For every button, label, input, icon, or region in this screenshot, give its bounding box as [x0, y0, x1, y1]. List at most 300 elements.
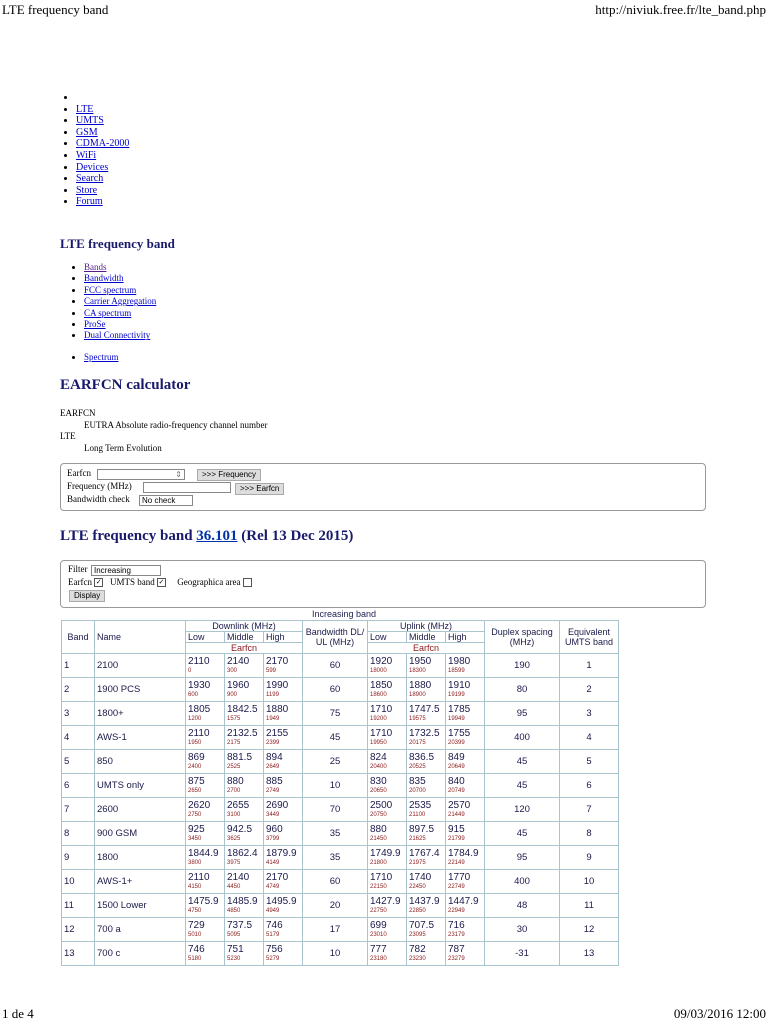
dl-low-cell — [186, 702, 225, 726]
freq-value: 1980 — [448, 655, 471, 667]
band-number-cell: 7 — [62, 798, 95, 822]
dl-low-cell — [186, 822, 225, 846]
earfcn-value: 19950 — [370, 739, 387, 746]
ul-low-cell — [368, 894, 407, 918]
bandwidth-cell: 25 — [303, 750, 368, 774]
nav-item-forum[interactable] — [76, 196, 129, 208]
dl-low-cell — [186, 846, 225, 870]
freq-value: 1862.4 — [227, 847, 258, 859]
section-links — [72, 262, 156, 342]
freq-value: 1475.9 — [188, 895, 219, 907]
freq-value: 1850 — [370, 679, 393, 691]
band-name-cell: 2600 — [95, 798, 186, 822]
nav-item-devices[interactable] — [76, 162, 129, 174]
link-ca[interactable] — [84, 296, 156, 307]
table-row — [62, 798, 619, 822]
ca-spectrum-link[interactable]: CA spectrum — [84, 307, 132, 318]
earfcn-value: 3625 — [227, 835, 241, 842]
band-number-cell: 6 — [62, 774, 95, 798]
section-links-2 — [72, 352, 119, 362]
band-number-cell: 3 — [62, 702, 95, 726]
nav-link[interactable]: Store — [76, 184, 98, 196]
earfcn-value: 3450 — [188, 835, 202, 842]
earfcn-value: 21975 — [409, 859, 426, 866]
earfcn-label: Earfcn — [67, 468, 91, 478]
nav-item-lte[interactable] — [76, 104, 129, 116]
dl-middle-cell — [225, 678, 264, 702]
ul-middle-cell — [407, 894, 446, 918]
col-ul-low: Low — [368, 632, 407, 643]
earfcn-value: 23179 — [448, 931, 465, 938]
ul-high-cell — [446, 894, 485, 918]
bandwidth-cell: 70 — [303, 798, 368, 822]
ul-low-cell — [368, 750, 407, 774]
band-table — [61, 620, 619, 966]
ul-middle-cell — [407, 654, 446, 678]
col-duplex: Duplex spacing (MHz) — [485, 621, 560, 654]
earfcn-value: 5179 — [266, 931, 280, 938]
main-nav — [62, 92, 129, 208]
col-bandwidth: Bandwidth DL/ UL (MHz) — [303, 621, 368, 654]
earfcn-value: 23180 — [370, 955, 387, 962]
freq-value: 2170 — [266, 655, 289, 667]
band-name-cell: 850 — [95, 750, 186, 774]
nav-item-wifi[interactable] — [76, 150, 129, 162]
bandwidth-cell: 17 — [303, 918, 368, 942]
bandwidth-link[interactable]: Bandwidth — [84, 273, 124, 284]
dl-high-cell — [264, 870, 303, 894]
freq-value: 2132.5 — [227, 727, 258, 739]
band-number-cell: 8 — [62, 822, 95, 846]
spinner-icon[interactable]: ⇕ — [175, 470, 182, 479]
earfcn-button[interactable]: >>> Earfcn — [235, 483, 284, 495]
earfcn-value: 20749 — [448, 787, 465, 794]
freq-value: 1747.5 — [409, 703, 440, 715]
nav-link[interactable]: Forum — [76, 196, 103, 208]
table-row — [62, 894, 619, 918]
freq-value: 869 — [188, 751, 205, 763]
band-name-cell: 1500 Lower — [95, 894, 186, 918]
earfcn-value: 4149 — [266, 859, 280, 866]
freq-value: 2110 — [188, 655, 210, 667]
link-fcc[interactable] — [84, 285, 156, 296]
ul-low-cell — [368, 942, 407, 966]
freq-value: 746 — [188, 943, 205, 955]
earfcn-value: 5279 — [266, 955, 280, 962]
earfcn-value: 18600 — [370, 691, 387, 698]
earfcn-calculator — [60, 463, 706, 511]
ul-high-cell — [446, 918, 485, 942]
ul-middle-cell — [407, 750, 446, 774]
pdf-header-url: http://niviuk.free.fr/lte_band.php — [595, 2, 766, 17]
col-dl-middle: Middle — [225, 632, 264, 643]
freq-value: 1710 — [370, 871, 393, 883]
col-dl-high: High — [264, 632, 303, 643]
bandwidth-cell: 45 — [303, 726, 368, 750]
earfcn-value: 22149 — [448, 859, 465, 866]
band-title — [60, 528, 353, 545]
earfcn-value: 4150 — [188, 883, 202, 890]
bandwidth-cell: 20 — [303, 894, 368, 918]
ul-middle-cell — [407, 918, 446, 942]
ul-middle-cell — [407, 798, 446, 822]
band-number-cell: 9 — [62, 846, 95, 870]
dl-high-cell — [264, 822, 303, 846]
dl-high-cell — [264, 654, 303, 678]
ul-low-cell — [368, 726, 407, 750]
nav-link[interactable]: LTE — [76, 103, 94, 115]
earfcn-value: 19575 — [409, 715, 426, 722]
freq-value: 746 — [266, 919, 283, 931]
band-number-cell: 13 — [62, 942, 95, 966]
dl-middle-cell — [225, 654, 264, 678]
umts-check-label: UMTS band — [109, 577, 155, 587]
ul-middle-cell — [407, 702, 446, 726]
freq-value: 960 — [266, 823, 283, 835]
earfcn-value: 2700 — [227, 787, 241, 794]
bandwidth-cell: 10 — [303, 942, 368, 966]
table-row — [62, 654, 619, 678]
freq-value: 1749.9 — [370, 847, 401, 859]
section-title: LTE frequency band — [60, 236, 175, 251]
table-row — [62, 774, 619, 798]
earfcn-value: 20525 — [409, 763, 426, 770]
freq-value: 894 — [266, 751, 283, 763]
umts-cell: 1 — [560, 654, 619, 678]
earfcn-value: 22150 — [370, 883, 387, 890]
umts-cell: 6 — [560, 774, 619, 798]
earfcn-value: 21799 — [448, 835, 465, 842]
link-ca-spectrum[interactable] — [84, 308, 156, 319]
geo-check-label: Geographica area — [177, 577, 241, 587]
earfcn-value: 18599 — [448, 667, 465, 674]
filter-checks — [68, 577, 252, 587]
earfcn-value: 23279 — [448, 955, 465, 962]
ul-low-cell — [368, 822, 407, 846]
pdf-footer-datetime: 09/03/2016 12:00 — [673, 1006, 766, 1021]
umts-cell: 3 — [560, 702, 619, 726]
freq-value: 2500 — [370, 799, 393, 811]
bandwidth-cell: 35 — [303, 846, 368, 870]
umts-checkbox[interactable]: ✓ — [158, 578, 165, 587]
earfcn-value: 2750 — [188, 811, 202, 818]
earfcn-value: 2400 — [188, 763, 202, 770]
earfcn-value: 3975 — [227, 859, 241, 866]
ul-high-cell — [446, 774, 485, 798]
ul-high-cell — [446, 726, 485, 750]
earfcn-value: 599 — [266, 667, 277, 674]
ul-low-cell — [368, 678, 407, 702]
earfcn-value: 5180 — [188, 955, 202, 962]
freq-value: 1880 — [409, 679, 432, 691]
earfcn-value: 5095 — [227, 931, 241, 938]
dl-middle-cell — [225, 918, 264, 942]
earfcn-value: 19199 — [448, 691, 465, 698]
col-dl-earfcn: Earfcn — [186, 643, 303, 654]
freq-value: 824 — [370, 751, 387, 763]
band-name-cell: 1800+ — [95, 702, 186, 726]
duplex-cell: 120 — [485, 798, 560, 822]
earfcn-value: 22450 — [409, 883, 426, 890]
freq-value: 881.5 — [227, 751, 253, 763]
freq-value: 880 — [227, 775, 244, 787]
earfcn-value: 22850 — [409, 907, 426, 914]
earfcn-value: 21100 — [409, 811, 426, 818]
ul-low-cell — [368, 918, 407, 942]
duplex-cell: 80 — [485, 678, 560, 702]
freq-value: 699 — [370, 919, 387, 931]
freq-value: 1960 — [227, 679, 250, 691]
link-bandwidth[interactable] — [84, 273, 156, 284]
nav-link[interactable]: Search — [76, 173, 104, 185]
earfcn-input[interactable] — [97, 469, 185, 480]
earfcn-value: 21450 — [370, 835, 387, 842]
bandwidth-cell: 60 — [303, 678, 368, 702]
freq-value: 782 — [409, 943, 426, 955]
earfcn-value: 18300 — [409, 667, 426, 674]
freq-value: 1879.9 — [266, 847, 297, 859]
dl-middle-cell — [225, 750, 264, 774]
earfcn-checkbox[interactable]: ✓ — [95, 578, 102, 587]
earfcn-value: 900 — [227, 691, 238, 698]
dl-low-cell — [186, 726, 225, 750]
band-title-prefix: LTE frequency band — [60, 528, 193, 544]
freq-value: 1910 — [448, 679, 471, 691]
freq-value: 1710 — [370, 727, 393, 739]
dl-high-cell — [264, 942, 303, 966]
col-ul-high: High — [446, 632, 485, 643]
col-ul-middle: Middle — [407, 632, 446, 643]
ul-low-cell — [368, 654, 407, 678]
table-row — [62, 870, 619, 894]
freq-value: 1990 — [266, 679, 289, 691]
geo-checkbox[interactable] — [243, 578, 252, 587]
carrier-aggregation-link[interactable]: Carrier Aggregation — [84, 296, 157, 307]
nav-link[interactable]: WiFi — [76, 149, 97, 161]
band-name-cell: 700 a — [95, 918, 186, 942]
earfcn-value: 20650 — [370, 787, 387, 794]
freq-value: 2690 — [266, 799, 289, 811]
dl-low-cell — [186, 678, 225, 702]
freq-value: 716 — [448, 919, 465, 931]
nav-item-umts[interactable] — [76, 115, 129, 127]
dual-connectivity-link[interactable]: Dual Connectivity — [84, 330, 151, 341]
earfcn-value: 3449 — [266, 811, 280, 818]
dl-high-cell — [264, 750, 303, 774]
definitions — [60, 408, 267, 454]
dl-high-cell — [264, 702, 303, 726]
table-row — [62, 726, 619, 750]
pdf-header-title: LTE frequency band — [2, 2, 109, 17]
spectrum-link[interactable]: Spectrum — [84, 352, 119, 362]
freq-value: 1844.9 — [188, 847, 219, 859]
nav-item-gsm[interactable] — [76, 127, 129, 139]
dl-low-cell — [186, 750, 225, 774]
dl-middle-cell — [225, 942, 264, 966]
ul-high-cell — [446, 822, 485, 846]
ul-high-cell — [446, 654, 485, 678]
earfcn-value: 1949 — [266, 715, 280, 722]
bandwidth-cell: 60 — [303, 654, 368, 678]
band-number-cell: 2 — [62, 678, 95, 702]
nav-item-empty — [76, 92, 129, 104]
duplex-cell: 190 — [485, 654, 560, 678]
prose-link[interactable]: ProSe — [84, 319, 106, 330]
freq-value: 729 — [188, 919, 205, 931]
dl-middle-cell — [225, 798, 264, 822]
freq-value: 942.5 — [227, 823, 253, 835]
table-row — [62, 846, 619, 870]
duplex-cell: 48 — [485, 894, 560, 918]
dl-high-cell — [264, 846, 303, 870]
freq-value: 2140 — [227, 655, 250, 667]
freq-value: 1950 — [409, 655, 432, 667]
frequency-label: Frequency (MHz) — [67, 481, 132, 491]
band-name-cell: 900 GSM — [95, 822, 186, 846]
ul-low-cell — [368, 798, 407, 822]
filter-label: Filter — [68, 564, 88, 574]
band-title-suffix: (Rel 13 Dec 2015) — [241, 528, 354, 544]
bandwidth-cell: 75 — [303, 702, 368, 726]
bandwidth-cell: 35 — [303, 822, 368, 846]
earfcn-value: 4949 — [266, 907, 280, 914]
col-name: Name — [95, 621, 186, 654]
bandwidth-check-select[interactable]: No check — [139, 495, 193, 506]
earfcn-value: 1200 — [188, 715, 202, 722]
duplex-cell: 95 — [485, 846, 560, 870]
ul-middle-cell — [407, 942, 446, 966]
earfcn-value: 3799 — [266, 835, 280, 842]
earfcn-value: 2649 — [266, 763, 280, 770]
filter-select[interactable]: Increasing — [91, 565, 161, 576]
nav-item-search[interactable] — [76, 173, 129, 185]
umts-cell: 8 — [560, 822, 619, 846]
earfcn-value: 4749 — [266, 883, 280, 890]
fcc-spectrum-link[interactable]: FCC spectrum — [84, 284, 137, 295]
freq-value: 1437.9 — [409, 895, 440, 907]
freq-value: 2155 — [266, 727, 289, 739]
col-ul-earfcn: Earfcn — [368, 643, 485, 654]
freq-value: 1930 — [188, 679, 211, 691]
freq-value: 1732.5 — [409, 727, 440, 739]
display-button[interactable]: Display — [69, 590, 105, 602]
frequency-button[interactable]: >>> Frequency — [197, 469, 261, 481]
band-name-cell: AWS-1+ — [95, 870, 186, 894]
duplex-cell: -31 — [485, 942, 560, 966]
freq-value: 925 — [188, 823, 205, 835]
table-row — [62, 702, 619, 726]
dl-high-cell — [264, 918, 303, 942]
filter-form — [60, 560, 706, 608]
earfcn-value: 20400 — [370, 763, 387, 770]
earfcn-value: 21800 — [370, 859, 387, 866]
ul-middle-cell — [407, 678, 446, 702]
duplex-cell: 400 — [485, 870, 560, 894]
umts-cell: 10 — [560, 870, 619, 894]
freq-value: 2110 — [188, 871, 210, 883]
earfcn-value: 19949 — [448, 715, 465, 722]
freq-value: 1495.9 — [266, 895, 297, 907]
nav-link[interactable]: GSM — [76, 126, 98, 138]
nav-link[interactable]: Devices — [76, 161, 109, 173]
freq-value: 915 — [448, 823, 465, 835]
earfcn-value: 0 — [188, 667, 192, 674]
ul-low-cell — [368, 870, 407, 894]
table-row — [62, 918, 619, 942]
freq-value: 1767.4 — [409, 847, 440, 859]
link-bands[interactable] — [84, 262, 156, 273]
nav-link[interactable]: UMTS — [76, 115, 104, 127]
spec-link[interactable]: 36.101 — [196, 528, 238, 544]
earfcn-title: EARFCN calculator — [60, 377, 191, 393]
duplex-cell: 95 — [485, 702, 560, 726]
earfcn-value: 18900 — [409, 691, 426, 698]
bandwidth-check-label: Bandwidth check — [67, 494, 130, 504]
earfcn-check-label: Earfcn — [68, 577, 92, 587]
freq-value: 751 — [227, 943, 244, 955]
frequency-input[interactable] — [143, 482, 231, 493]
freq-value: 1880 — [266, 703, 289, 715]
earfcn-value: 3100 — [227, 811, 241, 818]
freq-value: 787 — [448, 943, 465, 955]
ul-high-cell — [446, 798, 485, 822]
dl-high-cell — [264, 678, 303, 702]
freq-value: 737.5 — [227, 919, 253, 931]
earfcn-value: 1199 — [266, 691, 279, 698]
freq-value: 835 — [409, 775, 426, 787]
dl-middle-cell — [225, 870, 264, 894]
umts-cell: 12 — [560, 918, 619, 942]
nav-item-cdma[interactable] — [76, 138, 129, 150]
link-spectrum[interactable] — [84, 352, 119, 362]
bandwidth-cell: 60 — [303, 870, 368, 894]
freq-value: 830 — [370, 775, 387, 787]
earfcn-value: 23010 — [370, 931, 387, 938]
link-prose[interactable] — [84, 319, 156, 330]
freq-value: 2170 — [266, 871, 289, 883]
duplex-cell: 400 — [485, 726, 560, 750]
nav-item-store[interactable] — [76, 185, 129, 197]
ul-middle-cell — [407, 846, 446, 870]
freq-value: 1755 — [448, 727, 471, 739]
freq-value: 1770 — [448, 871, 471, 883]
earfcn-value: 23095 — [409, 931, 426, 938]
bands-link[interactable]: Bands — [84, 262, 107, 272]
table-row — [62, 822, 619, 846]
freq-value: 1447.9 — [448, 895, 479, 907]
freq-value: 2570 — [448, 799, 471, 811]
earfcn-value: 5230 — [227, 955, 241, 962]
table-row — [62, 750, 619, 774]
earfcn-value: 19200 — [370, 715, 387, 722]
earfcn-value: 300 — [227, 667, 238, 674]
link-dual[interactable] — [84, 330, 156, 341]
earfcn-value: 18000 — [370, 667, 387, 674]
earfcn-value: 3800 — [188, 859, 202, 866]
table-row — [62, 678, 619, 702]
earfcn-value: 22750 — [370, 907, 387, 914]
umts-cell: 5 — [560, 750, 619, 774]
nav-link[interactable]: CDMA-2000 — [76, 138, 130, 150]
freq-value: 849 — [448, 751, 465, 763]
freq-value: 2140 — [227, 871, 250, 883]
dl-middle-cell — [225, 894, 264, 918]
freq-value: 2535 — [409, 799, 432, 811]
earfcn-value: 2399 — [266, 739, 280, 746]
dl-low-cell — [186, 870, 225, 894]
umts-cell: 7 — [560, 798, 619, 822]
umts-cell: 13 — [560, 942, 619, 966]
